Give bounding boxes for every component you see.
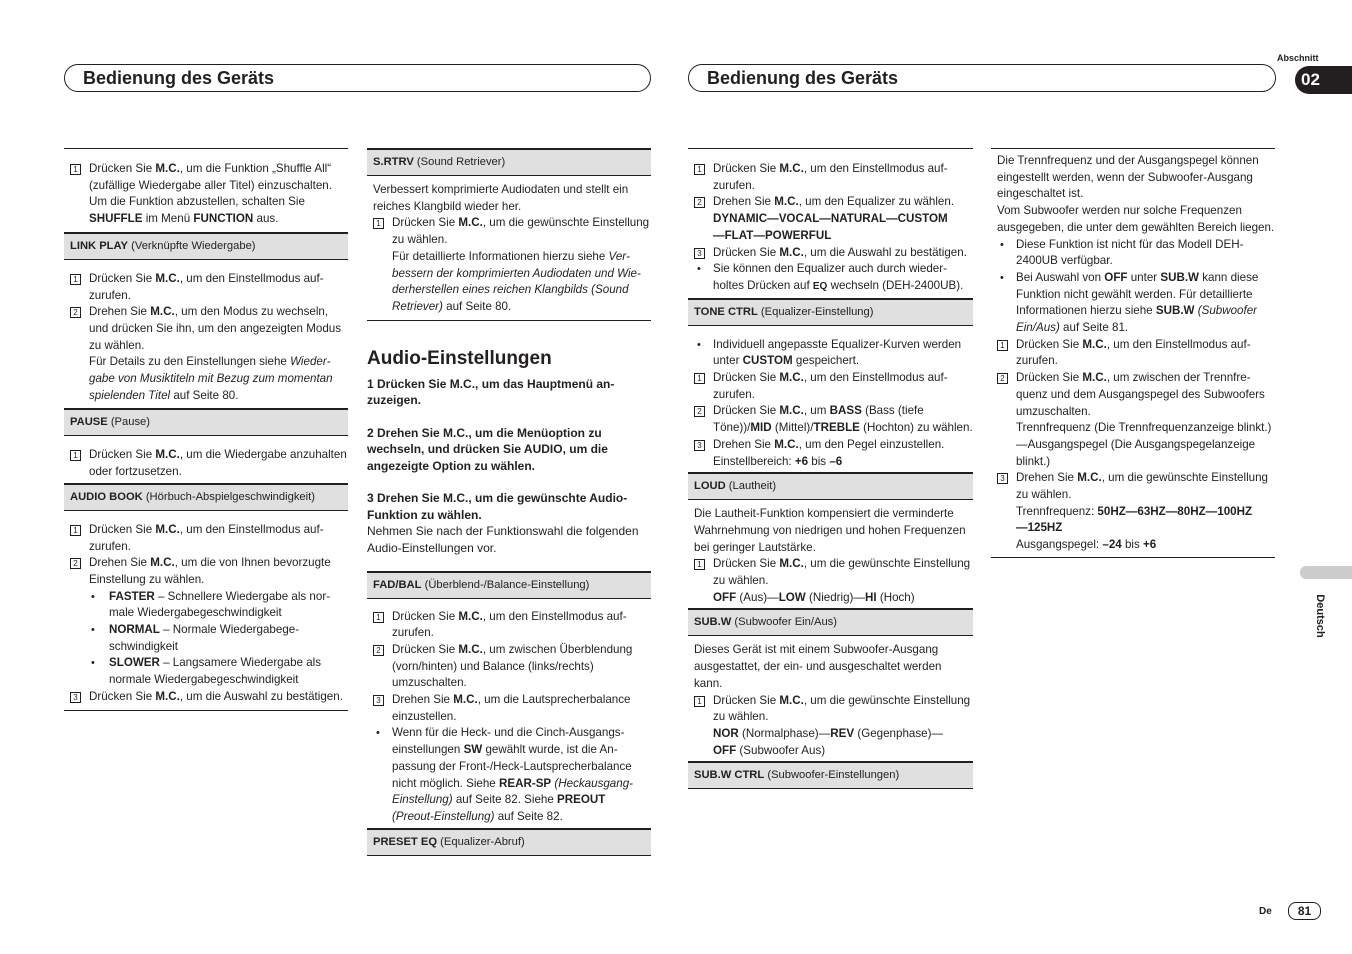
body-text: Drücken Sie	[392, 216, 459, 230]
body-text: , um den Einstellmodus aufzurufen.	[392, 609, 627, 640]
keyword-text: M.C.	[779, 371, 804, 385]
body-text: Drücken Sie	[89, 689, 156, 703]
list-item	[367, 725, 651, 825]
body-text: Für Details zu den Einstellungen siehe	[89, 355, 291, 369]
body-text: (Subwoofer Aus)	[736, 743, 826, 757]
keyword-text: M.C.	[774, 195, 799, 209]
reference-text: Verbessern der komprimierten Audiodaten und Wiederherstellen eines reichen Klangbilds (Sound Retriever)	[392, 249, 641, 313]
keyword-text: M.C.	[155, 271, 180, 285]
body-text: , um die Wiedergabe anzuhalten oder fortzusetzen.	[89, 448, 347, 479]
keyword-text: M.C.	[155, 689, 180, 703]
body-text: auf Seite 80.	[442, 299, 512, 313]
language-tab-label: Deutsch	[1314, 594, 1326, 638]
step-2-text: 2 Drehen Sie M.C., um die Menüoption zu wechseln, und drücken Sie AUDIO, um die angezeigte Option zu wählen.	[367, 425, 608, 473]
keyword-text: SUB.W	[1160, 270, 1200, 284]
list-item	[991, 270, 1275, 337]
keyword-text: M.C.	[779, 404, 804, 418]
body-text: Drücken Sie	[89, 448, 156, 462]
bullet-icon: •	[91, 657, 95, 670]
subw-description: Dieses Gerät ist mit einem Subwoofer-Ausgang ausgestattet, der ein- und ausgeschaltet werden kann.	[694, 643, 942, 690]
body-text: Drehen Sie	[89, 556, 151, 570]
body-text: (Equalizer-Abruf)	[437, 835, 525, 848]
body-text: gespeichert.	[792, 354, 860, 368]
bullet-icon: •	[91, 590, 95, 603]
keyword-text: LOUD	[694, 480, 726, 493]
step-2-icon: 2	[694, 197, 705, 208]
body-text: Einstellbereich:	[713, 454, 795, 468]
page-number-badge	[1288, 902, 1321, 920]
step-1-icon: 1	[373, 218, 384, 229]
keyword-text: BASS	[829, 404, 862, 418]
list-item	[64, 555, 348, 588]
keyword-text: M.C.	[155, 522, 180, 536]
bullet-icon: •	[91, 624, 95, 637]
body-text: – Normale Wiedergabegeschwindigkeit	[109, 623, 300, 653]
body-text: Sie können den Equalizer auch durch wiederholtes Drücken auf	[713, 262, 947, 292]
body-text: im Menü	[142, 212, 194, 226]
bullet-icon: •	[1000, 271, 1004, 284]
body-text: auf Seite 80.	[170, 388, 239, 402]
step-1-icon: 1	[70, 525, 81, 536]
list-item	[688, 261, 973, 295]
keyword-text: +6	[794, 454, 809, 468]
body-text: (Aus)—	[736, 590, 779, 604]
body-text: Drücken Sie	[713, 162, 780, 175]
body-text: Drücken Sie	[713, 557, 780, 571]
column-2	[367, 148, 651, 856]
footer-lang: De	[1259, 906, 1272, 917]
list-item	[688, 161, 973, 194]
list-item	[367, 692, 651, 725]
body-text: Drehen Sie	[89, 305, 151, 319]
list-item	[64, 304, 348, 404]
step-1-icon: 1	[694, 164, 705, 175]
list-item	[688, 437, 973, 470]
keyword-text: S.RTRV	[373, 156, 414, 168]
reference-text: (Subwoofer Ein/Aus)	[1016, 304, 1258, 335]
body-text: (Mittel)/	[771, 421, 814, 435]
eq-button-icon: EQ	[812, 280, 828, 292]
keyword-text: DYNAMIC—VOCAL—NATURAL—CUSTOM	[713, 212, 948, 226]
keyword-text: SLOWER	[109, 656, 160, 670]
keyword-text: CUSTOM	[742, 354, 793, 368]
keyword-text: OFF	[1104, 270, 1128, 284]
body-text: (Pause)	[107, 416, 150, 429]
section-number-badge	[1295, 66, 1352, 94]
body-text: aus.	[253, 212, 279, 226]
body-text: , um die von Ihnen bevorzugte Einstellung zu wählen.	[89, 556, 331, 586]
body-text: – Schnellere Wiedergabe als normale Wiedergabegeschwindigkeit	[109, 589, 331, 620]
right-page-title: Bedienung des Geräts	[707, 68, 899, 88]
body-text: Um die Funktion abzustellen, schalten Sie	[89, 195, 305, 209]
keyword-text: M.C.	[1082, 371, 1107, 385]
left-page-title: Bedienung des Geräts	[83, 68, 275, 88]
bullet-icon: •	[697, 338, 701, 351]
keyword-text: REAR-SP	[498, 776, 552, 790]
keyword-text: M.C.	[150, 305, 175, 319]
keyword-text: SUB.W	[1155, 304, 1195, 318]
keyword-text: M.C.	[779, 245, 804, 259]
keyword-text: M.C.	[458, 609, 483, 623]
list-item	[64, 589, 348, 622]
step-3-icon: 3	[694, 248, 705, 259]
list-item	[991, 237, 1275, 270]
keyword-text: NORMAL	[109, 623, 160, 637]
body-text: Drehen Sie	[713, 195, 775, 209]
keyword-text: FUNCTION	[193, 212, 254, 226]
keyword-text: —FLAT—POWERFUL	[713, 228, 832, 242]
body-text: Drehen Sie	[1016, 471, 1078, 485]
section-header-preset-eq	[367, 828, 651, 856]
body-text: Drücken Sie	[1016, 337, 1083, 351]
keyword-text: PRESET EQ	[373, 835, 438, 848]
body-text: Diese Funktion ist nicht für das Modell DEH-2400UB verfügbar.	[1016, 237, 1244, 268]
body-text: Bei Auswahl von	[1016, 270, 1105, 284]
body-text: Drücken Sie	[713, 404, 780, 418]
step-1-icon: 1	[694, 559, 705, 570]
srtrv-description: Verbessert komprimierte Audiodaten und stellt ein reiches Klangbild wieder her.	[373, 183, 629, 213]
section-header-tone-ctrl	[688, 298, 973, 326]
keyword-text: M.C.	[774, 437, 799, 451]
audio-settings-heading: Audio-Einstellungen	[367, 347, 552, 369]
body-text: Drücken Sie	[713, 371, 780, 385]
column-3	[688, 148, 973, 789]
list-item	[688, 245, 973, 262]
right-page-header	[688, 64, 1276, 92]
col3-top-rule	[688, 148, 973, 161]
body-text: , um den Einstellmodus aufzurufen.	[89, 522, 324, 553]
list-item	[64, 655, 348, 688]
body-text: , um den Einstellmodus aufzurufen.	[89, 271, 324, 302]
list-item	[64, 689, 348, 711]
keyword-text: NOR	[713, 726, 739, 740]
keyword-text: 50HZ—63HZ—80HZ—100HZ	[1097, 504, 1253, 518]
list-item	[64, 271, 348, 304]
body-text: (Bass (tiefe Töne))/	[713, 404, 924, 435]
step-2-icon: 2	[70, 307, 81, 318]
body-text: , um den Einstellmodus aufzurufen.	[713, 162, 948, 192]
list-item	[991, 370, 1275, 470]
section-header-srtrv	[367, 148, 651, 176]
body-text: Drücken Sie	[89, 522, 156, 536]
body-text: , um die gewünschte Einstellung zu wählen.	[713, 557, 971, 588]
list-item	[367, 642, 651, 692]
keyword-text: TONE CTRL	[694, 305, 758, 318]
keyword-text: LOW	[778, 590, 806, 604]
section-number: 02	[1301, 70, 1320, 89]
keyword-text: SUB.W CTRL	[694, 769, 765, 782]
body-text: gewählt wurde, ist die Anpassung der Front-/Heck-Lautsprecherbalance nicht möglich. Siehe	[392, 743, 632, 790]
body-text: Wenn für die Heck- und die Cinch-Ausgangseinstellungen	[392, 726, 625, 757]
section-header-loud	[688, 472, 973, 500]
step-3-text: 3 Drehen Sie M.C., um die gewünschte Audio-Funktion zu wählen.	[367, 491, 628, 522]
keyword-text: M.C.	[150, 556, 175, 570]
list-item	[688, 194, 973, 244]
keyword-text: SHUFFLE	[89, 212, 143, 226]
body-text: , um zwischen Überblendung (vorn/hinten) und Balance (links/rechts) umzuschalten.	[392, 642, 633, 690]
step-3-icon: 3	[997, 473, 1008, 484]
subw-ctrl-range: Vom Subwoofer werden nur solche Frequenzen ausgegeben, die unter dem gewählten Bereich liegen.	[997, 204, 1275, 234]
body-text: Ausgangspegel:	[1016, 538, 1103, 552]
keyword-text: REV	[830, 726, 855, 740]
list-item	[688, 693, 973, 760]
list-item	[64, 161, 348, 228]
body-text: , um zwischen der Trennfrequenz und dem Ausgangspegel des Subwoofers umzuschalten.	[1016, 371, 1265, 418]
keyword-text: –6	[829, 454, 843, 468]
list-item	[64, 522, 348, 555]
step-1-icon: 1	[997, 340, 1008, 351]
step-1-icon: 1	[70, 274, 81, 285]
reference-text: Wiedergabe von Musiktiteln mit Bezug zum momentan spielenden Titel	[89, 355, 333, 402]
body-text: Drücken Sie	[392, 609, 459, 623]
body-text: Trennfrequenz:	[1016, 504, 1098, 518]
subw-ctrl-intro: Die Trennfrequenz und der Ausgangspegel können eingestellt werden, wenn der Subwoofer-Ausgang eingeschaltet ist.	[997, 154, 1259, 201]
body-text: kann diese Funktion nicht gewählt werden. Für detaillierte Informationen hierzu siehe	[1016, 270, 1259, 318]
list-item	[991, 470, 1275, 558]
language-tab	[1300, 566, 1352, 579]
body-text: Für detaillierte Informationen hierzu siehe	[392, 249, 609, 263]
step-2-icon: 2	[373, 645, 384, 656]
keyword-text: M.C.	[779, 162, 804, 175]
section-header-link-play	[64, 232, 348, 260]
list-item	[688, 337, 973, 370]
keyword-text: HI	[865, 590, 877, 604]
keyword-text: M.C.	[1082, 337, 1107, 351]
body-text: , um den Modus zu wechseln, und drücken Sie ihn, um den angezeigten Modus zu wählen.	[89, 305, 342, 352]
keyword-text: PREOUT	[557, 793, 606, 807]
body-text: , um die Auswahl zu bestätigen.	[179, 689, 343, 703]
body-text: (Hörbuch-Abspielgeschwindigkeit)	[142, 490, 315, 503]
keyword-text: SW	[463, 743, 483, 757]
step-1-icon: 1	[694, 696, 705, 707]
body-text: Individuell angepasste Equalizer-Kurven werden unter	[713, 337, 962, 368]
keyword-text: M.C.	[458, 216, 483, 230]
section-header-fad-bal	[367, 571, 651, 599]
keyword-text: PAUSE	[70, 416, 108, 429]
body-text: Trennfrequenz (Die Trennfrequenzanzeige blinkt.)—Ausgangspegel (Die Ausgangspegelanzeige blinkt.)	[1016, 421, 1272, 468]
body-text: (Hoch)	[876, 590, 915, 604]
body-text: Drücken Sie	[89, 162, 156, 175]
body-text: (Hochton) zu wählen.	[859, 421, 973, 435]
column-1	[64, 148, 348, 711]
body-text: , um den Pegel einzustellen.	[798, 437, 945, 451]
step-2-icon: 2	[694, 406, 705, 417]
body-text: , um die gewünschte Einstellung zu wählen.	[392, 216, 650, 247]
body-text: , um	[803, 404, 830, 418]
step-3-icon: 3	[694, 440, 705, 451]
page-number: 81	[1297, 904, 1312, 918]
body-text: , um die Auswahl zu bestätigen.	[803, 245, 967, 259]
loud-description: Die Lautheit-Funktion kompensiert die verminderte Wahrnehmung von niedrigen und hohen Frequenzen bei geringer Lautstärke.	[694, 507, 966, 554]
keyword-text: OFF	[713, 590, 737, 604]
body-text: auf Seite 82.	[494, 809, 563, 823]
section-header-pause	[64, 408, 348, 436]
col1-top-rule	[64, 148, 348, 161]
body-text: Drehen Sie	[392, 693, 454, 707]
keyword-text: TREBLE	[813, 421, 860, 435]
step-1-icon: 1	[70, 450, 81, 461]
body-text: , um die gewünschte Einstellung zu wählen.	[1016, 471, 1268, 502]
keyword-text: LINK PLAY	[70, 239, 129, 252]
bullet-icon: •	[1000, 238, 1004, 251]
body-text: (Equalizer-Einstellung)	[757, 305, 874, 318]
step-1-icon: 1	[694, 373, 705, 384]
body-text: (Normalphase)—	[738, 726, 831, 740]
body-text: , um den Einstellmodus aufzurufen.	[713, 371, 948, 401]
section-label: Abschnitt	[1277, 53, 1319, 63]
section-header-audio-book	[64, 483, 348, 511]
body-text: (Lautheit)	[725, 480, 777, 493]
body-text: wechseln (DEH-2400UB).	[827, 278, 964, 292]
body-text: , um die gewünschte Einstellung zu wählen.	[713, 693, 971, 724]
list-item	[64, 622, 348, 655]
body-text: , um die Funktion „Shuffle All“ (zufällige Wiedergabe aller Titel) einzuschalten.	[89, 162, 332, 192]
body-text: , um den Equalizer zu wählen.	[798, 195, 955, 209]
list-item	[991, 337, 1275, 370]
keyword-text: M.C.	[779, 557, 804, 571]
keyword-text: FAD/BAL	[373, 578, 422, 591]
body-text: (Gegenphase)—	[854, 726, 944, 740]
body-text: – Langsamere Wiedergabe als normale Wiedergabegeschwindigkeit	[109, 656, 322, 687]
column-4	[991, 148, 1275, 558]
list-item	[367, 609, 651, 642]
step-3-icon: 3	[373, 695, 384, 706]
body-text: Drücken Sie	[713, 245, 780, 259]
body-text: auf Seite 81.	[1059, 321, 1129, 335]
body-text: (Verknüpfte Wiedergabe)	[128, 239, 256, 252]
body-text: Drücken Sie	[1016, 371, 1083, 385]
step-1-icon: 1	[373, 612, 384, 623]
list-item	[688, 403, 973, 436]
body-text: auf Seite 82. Siehe	[452, 793, 558, 807]
step-1-icon: 1	[70, 164, 81, 175]
section-header-subw	[688, 608, 973, 636]
list-item	[367, 215, 651, 320]
step-3-icon: 3	[70, 692, 81, 703]
list-item	[688, 370, 973, 403]
keyword-text: –24	[1102, 538, 1122, 552]
left-page-header	[64, 64, 651, 92]
list-item	[688, 556, 973, 606]
keyword-text: M.C.	[453, 693, 478, 707]
body-text: (Subwoofer Ein/Aus)	[731, 616, 838, 629]
bullet-icon: •	[376, 727, 380, 740]
body-text: bis	[808, 454, 830, 468]
body-text: Drücken Sie	[713, 693, 780, 707]
keyword-text: FASTER	[109, 589, 155, 603]
reference-text: (Heckausgang-Einstellung)	[392, 776, 634, 807]
body-text: (Niedrig)—	[805, 590, 866, 604]
step-3-description: Nehmen Sie nach der Funktionswahl die folgenden Audio-Einstellungen vor.	[367, 524, 639, 555]
keyword-text: M.C.	[779, 693, 804, 707]
keyword-text: MID	[750, 421, 772, 435]
keyword-text: OFF	[713, 743, 737, 757]
reference-text: (Preout-Einstellung)	[392, 809, 495, 823]
body-text: , um den Einstellmodus aufzurufen.	[1016, 337, 1251, 368]
step-2-icon: 2	[70, 558, 81, 569]
keyword-text: M.C.	[458, 642, 483, 656]
keyword-text: +6	[1143, 538, 1157, 552]
body-text: unter	[1127, 270, 1161, 284]
body-text: (Überblend-/Balance-Einstellung)	[421, 578, 590, 591]
keyword-text: SUB.W	[694, 616, 732, 629]
keyword-text: M.C.	[155, 162, 180, 175]
body-text: Drücken Sie	[89, 271, 156, 285]
body-text: (Subwoofer-Einstellungen)	[764, 769, 900, 782]
keyword-text: M.C.	[1077, 471, 1102, 485]
keyword-text: AUDIO BOOK	[70, 490, 143, 503]
body-text: (Sound Retriever)	[413, 156, 506, 168]
bullet-icon: •	[697, 263, 701, 276]
body-text: bis	[1121, 538, 1143, 552]
step-2-icon: 2	[997, 373, 1008, 384]
list-item	[64, 447, 348, 480]
body-text: Drehen Sie	[713, 437, 775, 451]
section-header-subw-ctrl	[688, 761, 973, 789]
keyword-text: —125HZ	[1016, 521, 1063, 535]
body-text: , um die Lautsprecherbalance einzustellen.	[392, 693, 631, 723]
step-1-text: 1 Drücken Sie M.C., um das Hauptmenü anzuzeigen.	[367, 376, 615, 408]
keyword-text: M.C.	[155, 448, 180, 462]
body-text: Drücken Sie	[392, 642, 459, 656]
